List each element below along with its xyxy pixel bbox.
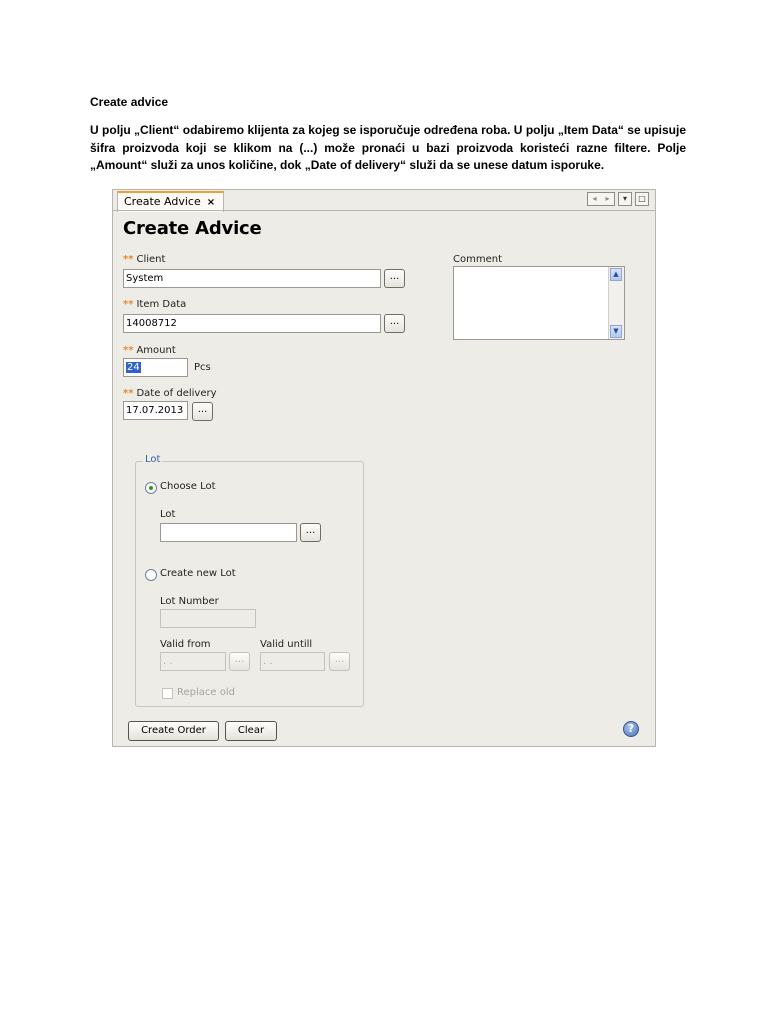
tab-create-advice[interactable] <box>117 191 224 212</box>
date-of-delivery-label-text: Date of delivery <box>136 388 217 399</box>
date-of-delivery-label <box>123 388 217 399</box>
valid-until-label: Valid untill <box>260 639 313 650</box>
document-paragraph: U polju „Client“ odabiremo klijenta za kojeg se isporučuje određena roba. U polju „Item Data“ se upisuje šifra proizvoda koji se klikom na (...) može pronaći u bazi proizvoda koristeći razne filtere. Polje „Amount“ služi za unos količine, dok „Date of delivery“ služi da se unese datum isporuke. <box>90 123 686 172</box>
back-arrow-icon[interactable]: ◂ <box>592 194 597 203</box>
amount-label <box>123 345 176 356</box>
lot-field[interactable] <box>160 523 297 542</box>
amount-value: 24 <box>127 362 140 373</box>
client-field[interactable]: System <box>123 269 381 288</box>
amount-label-text: Amount <box>136 345 176 356</box>
amount-unit: Pcs <box>194 362 211 373</box>
client-browse-button[interactable]: ... <box>384 269 405 288</box>
comment-label: Comment <box>453 254 502 265</box>
comment-textarea[interactable] <box>453 266 625 340</box>
choose-lot-label[interactable]: Choose Lot <box>160 481 216 492</box>
replace-old-label[interactable]: Replace old <box>177 687 235 698</box>
form-title: Create Advice <box>123 218 262 239</box>
client-label <box>123 254 165 265</box>
scroll-up-icon[interactable]: ▲ <box>610 268 622 281</box>
lot-browse-button[interactable]: ... <box>300 523 321 542</box>
tab-close-icon[interactable]: × <box>206 197 216 208</box>
create-order-button[interactable]: Create Order <box>128 721 219 741</box>
view-navigation <box>587 192 615 206</box>
lot-number-label: Lot Number <box>160 596 219 607</box>
lot-field-label: Lot <box>160 509 176 520</box>
required-marker: ** <box>123 254 134 265</box>
lot-group <box>135 454 364 707</box>
item-data-label <box>123 299 186 310</box>
valid-until-field[interactable]: . . <box>260 652 325 671</box>
amount-field[interactable] <box>123 358 188 377</box>
valid-from-label: Valid from <box>160 639 211 650</box>
create-new-lot-radio[interactable] <box>145 569 157 581</box>
comment-scrollbar[interactable] <box>608 267 624 339</box>
valid-from-picker-button[interactable]: ... <box>229 652 250 671</box>
required-marker: ** <box>123 345 134 356</box>
scroll-down-icon[interactable]: ▼ <box>610 325 622 338</box>
create-advice-window <box>112 189 656 747</box>
item-data-browse-button[interactable]: ... <box>384 314 405 333</box>
tab-divider <box>113 210 655 211</box>
window-controls <box>587 192 649 206</box>
view-menu-icon[interactable]: ▾ <box>618 192 632 206</box>
valid-until-picker-button[interactable]: ... <box>329 652 350 671</box>
required-marker: ** <box>123 299 134 310</box>
create-new-lot-label[interactable]: Create new Lot <box>160 568 236 579</box>
clear-button[interactable]: Clear <box>225 721 277 741</box>
choose-lot-radio[interactable] <box>145 482 157 494</box>
help-icon[interactable]: ? <box>623 721 639 737</box>
lot-group-label: Lot <box>145 454 161 465</box>
valid-from-field[interactable]: . . <box>160 652 226 671</box>
required-marker: ** <box>123 388 134 399</box>
replace-old-checkbox[interactable] <box>162 688 173 699</box>
tab-label: Create Advice <box>124 195 201 208</box>
item-data-label-text: Item Data <box>136 299 187 310</box>
document-heading: Create advice <box>90 95 169 109</box>
date-picker-button[interactable]: ... <box>192 402 213 421</box>
maximize-icon[interactable]: □ <box>635 192 649 206</box>
item-data-field[interactable]: 14008712 <box>123 314 381 333</box>
forward-arrow-icon[interactable]: ▸ <box>605 194 610 203</box>
date-of-delivery-field[interactable]: 17.07.2013 <box>123 401 188 420</box>
lot-number-field[interactable] <box>160 609 256 628</box>
client-label-text: Client <box>136 254 166 265</box>
